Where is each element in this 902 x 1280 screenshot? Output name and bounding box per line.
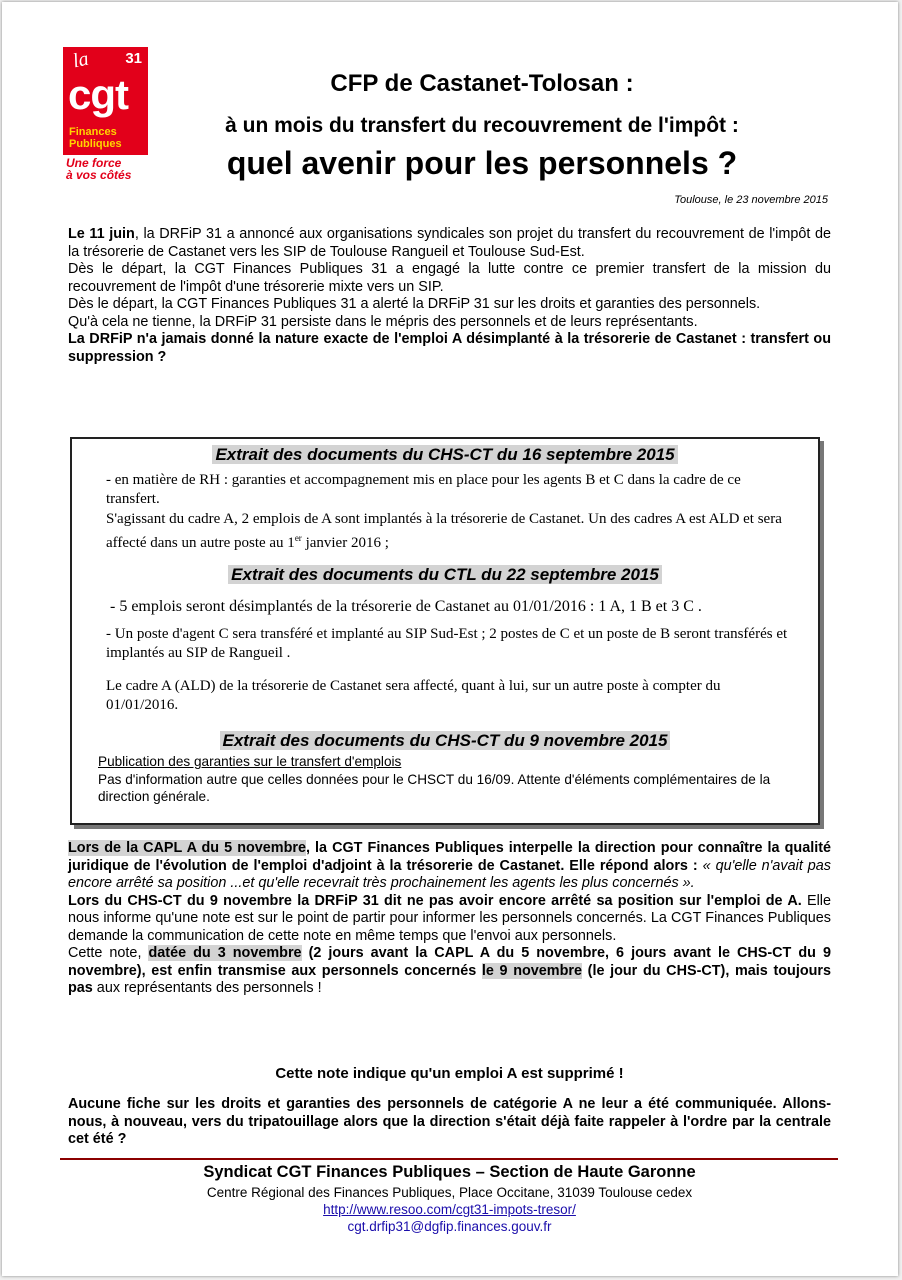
capl-section bbox=[68, 840, 831, 998]
extracts-box bbox=[70, 437, 820, 825]
intro-paragraph-3: Dès le départ, la CGT Finances Publiques 31 a alerté la DRFiP 31 sur les droits et garanties des personnels. bbox=[68, 296, 761, 312]
cgt-logo bbox=[63, 47, 148, 155]
footer-address: Centre Régional des Finances Publiques, Place Occitane, 31039 Toulouse cedex bbox=[206, 1185, 693, 1200]
logo-cgt-text: cgt bbox=[68, 71, 128, 118]
intro-date-bold: Le 11 juin bbox=[68, 226, 135, 242]
capl-paragraph: Lors de la CAPL A du 5 novembre, la CGT Finances Publiques interpelle la direction pour connaître la qualité juridique de l'évolution de l'emploi d'adjoint à la trésorerie de Castanet. Elle répond alors : « qu'elle n'avait pas encore arrêté sa position ...et qu'elle recevrait très prochainement les agents les plus concernés ». bbox=[68, 840, 831, 891]
logo-number: 31 bbox=[125, 50, 142, 67]
title-line-3: quel avenir pour les personnels ? bbox=[226, 145, 738, 181]
direction-quote: « qu'elle n'avait pas encore arrêté sa position ...et qu'elle recevrait très prochainement les agents les plus concernés ». bbox=[68, 857, 831, 891]
title-line-2: à un mois du transfert du recouvrement de l'impôt : bbox=[225, 114, 739, 137]
logo-tagline bbox=[66, 157, 131, 181]
logo-la-text: la bbox=[70, 47, 91, 73]
logo-finances: Finances bbox=[69, 126, 117, 138]
intro-paragraph-4: Qu'à cela ne tienne, la DRFiP 31 persiste dans le mépris des personnels et de leurs représentants. bbox=[68, 313, 698, 330]
intro-p1-text: , la DRFiP 31 a annoncé aux organisations syndicales son projet du transfert du recouvrement de l'impôt de la trésorerie de Castanet vers les SIP de Toulouse Rangueil et Toulouse Sud-Est. bbox=[68, 226, 831, 260]
intro-paragraph-2: Dès le départ, la CGT Finances Publiques 31 a engagé la lutte contre ce premier transfert de la mission du recouvrement de l'impôt d'une trésorerie mixte vers un SIP. bbox=[68, 261, 831, 295]
footer-email[interactable]: cgt.drfip31@dgfip.finances.gouv.fr bbox=[347, 1219, 552, 1234]
footer-union-name: Syndicat CGT Finances Publiques – Section de Haute Garonne bbox=[203, 1163, 696, 1181]
note-conclusion: Cette note indique qu'un emploi A est supprimé ! bbox=[275, 1065, 624, 1082]
extract-ctl-text-2: - Un poste d'agent C sera transféré et implanté au SIP Sud-Est ; 2 postes de C et un poste de B seront transférés et implantés au SIP de Rangueil . bbox=[106, 626, 788, 661]
intro-paragraph-5: La DRFiP n'a jamais donné la nature exacte de l'emploi A désimplanté à la trésorerie de Castanet : transfert ou suppression ? bbox=[68, 331, 831, 365]
intro-section bbox=[68, 226, 831, 366]
logo-tagline-2: à vos côtés bbox=[66, 168, 132, 182]
extract-chsct-nov-subtitle: Publication des garanties sur le transfert d'emplois bbox=[98, 754, 402, 769]
document-page bbox=[2, 2, 898, 1276]
extract-ctl-text-3: Le cadre A (ALD) de la trésorerie de Castanet sera affecté, quant à lui, sur un autre poste à compter du 01/01/2016. bbox=[106, 678, 721, 713]
footer-website-link[interactable]: http://www.resoo.com/cgt31-impots-tresor/ bbox=[323, 1202, 576, 1217]
final-paragraph: Aucune fiche sur les droits et garanties des personnels de catégorie A ne leur a été communiquée. Allons-nous, à nouveau, vers du tripatouillage alors que la direction s'était déjà faite rappeler à l'ordre par la centrale cet été ? bbox=[68, 1096, 831, 1147]
note-day-highlight: le 9 novembre bbox=[481, 962, 582, 979]
extract-chsct-sept-text-2: S'agissant du cadre A, 2 emplois de A sont implantés à la trésorerie de Castanet. Un des cadres A est ALD et sera affecté dans un autre poste au 1er janvier 2016 ; bbox=[106, 511, 782, 551]
note-paragraph: Cette note, datée du 3 novembre (2 jours avant la CAPL A du 5 novembre, 6 jours avant le CHS-CT du 9 novembre), est enfin transmise aux personnels concernés le 9 novembre (le jour du CHS-CT), mais toujours pas aux représentants des personnels ! bbox=[68, 945, 831, 996]
footer-divider bbox=[60, 1158, 838, 1160]
document-date: Toulouse, le 23 novembre 2015 bbox=[674, 194, 828, 206]
logo-finances-publiques bbox=[69, 126, 122, 150]
logo-publiques: Publiques bbox=[69, 138, 122, 150]
extract-heading-chsct-sept: Extrait des documents du CHS-CT du 16 septembre 2015 bbox=[72, 445, 818, 465]
note-date-highlight: datée du 3 novembre bbox=[148, 945, 302, 961]
extract-ctl-text-1: - 5 emplois seront désimplantés de la trésorerie de Castanet au 01/01/2016 : 1 A, 1 B et 3 C . bbox=[110, 598, 702, 615]
extract-heading-chsct-nov: Extrait des documents du CHS-CT du 9 novembre 2015 bbox=[72, 731, 818, 751]
logo-tagline-1: Une force bbox=[66, 156, 122, 170]
extract-heading-ctl-sept: Extrait des documents du CTL du 22 septembre 2015 bbox=[72, 565, 818, 585]
intro-paragraph-1 bbox=[68, 226, 831, 261]
capl-highlight: Lors de la CAPL A du 5 novembre bbox=[68, 840, 306, 856]
extract-chsct-sept-text-1: - en matière de RH : garanties et accompagnement mis en place pour les agents B et C dans la cadre de ce transfert. bbox=[106, 472, 741, 507]
extract-chsct-nov-text: Pas d'information autre que celles données pour le CHSCT du 16/09. Attente d'éléments complémentaires de la direction générale. bbox=[98, 772, 771, 804]
chsct-paragraph: Lors du CHS-CT du 9 novembre la DRFiP 31 dit ne pas avoir encore arrêté sa position sur l'emploi de A. Elle nous informe qu'une note est sur le point de partir pour informer les personnels concernés. La CGT Finances Publiques demande la communication de cette note en même temps que l'envoi aux personnels. bbox=[68, 892, 832, 944]
title-line-1: CFP de Castanet-Tolosan : bbox=[330, 70, 634, 97]
